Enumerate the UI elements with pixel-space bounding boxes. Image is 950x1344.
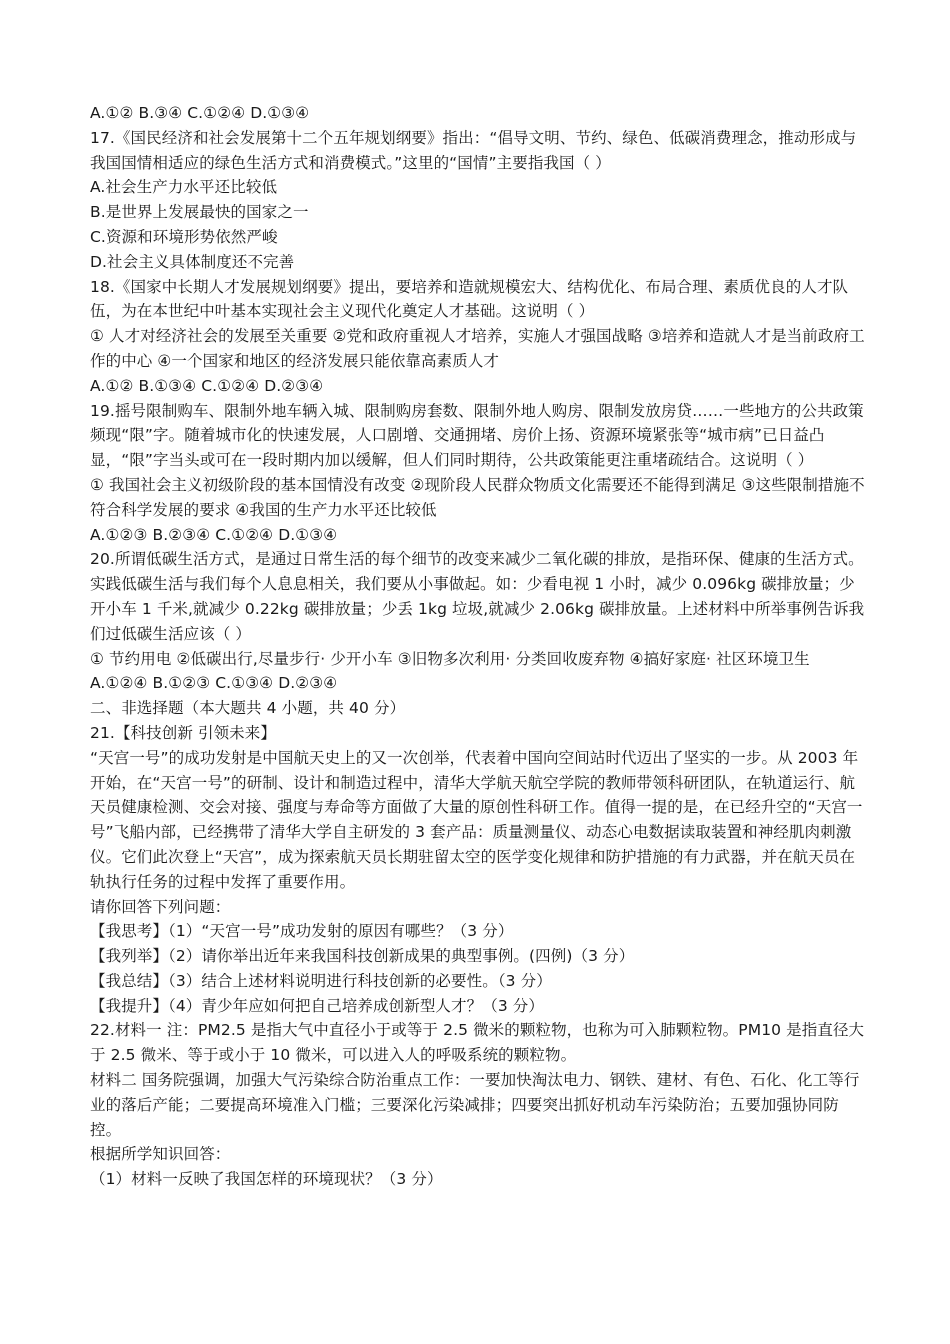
q18-options: A.①② B.①③④ C.①②④ D.②③④ (90, 376, 324, 395)
q21-sub4: 【我提升】（4）青少年应如何把自己培养成创新型人才？（3 分） (90, 996, 545, 1015)
q17-option-d: D.社会主义具体制度还不完善 (90, 252, 295, 271)
q17-option-c: C.资源和环境形势依然严峻 (90, 227, 278, 246)
q19-options: A.①②③ B.②③④ C.①②④ D.①③④ (90, 525, 338, 544)
q17-option-a: A.社会生产力水平还比较低 (90, 178, 278, 197)
document-page (90, 101, 866, 1192)
section-heading: 二、非选择题（本大题共 4 小题，共 40 分） (90, 699, 406, 718)
q22-sub1: （1）材料一反映了我国怎样的环境现状？（3 分） (90, 1170, 443, 1189)
q22-material-2: 材料二 国务院强调，加强大气污染综合防治重点工作：一要加快淘汰电力、钢铁、建材、有色、石化、化工等行业的落后产能；二要提高环境准入门槛；三要深化污染减排；四要突出抓好机动车污染防治；五要加强协同防控。 (90, 1071, 860, 1139)
q21-prompt: 请你回答下列问题： (90, 897, 231, 916)
q18-statements: ① 人才对经济社会的发展至关重要 ②党和政府重视人才培养，实施人才强国战略 ③培养和造就人才是当前政府工作的中心 ④一个国家和地区的经济发展只能依靠高素质人才 (90, 327, 865, 370)
q20-options: A.①②④ B.①②③ C.①③④ D.②③④ (90, 674, 338, 693)
q19-stem: 19.摇号限制购车、限制外地车辆入城、限制购房套数、限制外地人购房、限制发放房贷……一些地方的公共政策频现“限”字。随着城市化的快速发展，人口剧增、交通拥堵、房价上扬、资源环境紧张等“城市病”已日益凸显，“限”字当头或可在一段时期内加以缓解，但人们同时期待，公共政策能更注重堵疏结合。这说明（ ） (90, 401, 864, 470)
q21-sub3: 【我总结】（3）结合上述材料说明进行科技创新的必要性。（3 分） (90, 971, 552, 990)
q21-sub1: 【我思考】（1）“天宫一号”成功发射的原因有哪些？（3 分） (90, 922, 514, 941)
q16-options: A.①② B.③④ C.①②④ D.①③④ (90, 104, 310, 122)
q21-title: 21.【科技创新 引领未来】 (90, 723, 276, 742)
q21-material: “天宫一号”的成功发射是中国航天史上的又一次创举，代表着中国向空间站时代迈出了坚实的一步。从 2003 年开始，在“天宫一号”的研制、设计和制造过程中，清华大学航天航空学院的教师带领科研团队，在轨道运行、航天员健康检测、交会对接、强度与寿命等方面做了大量的原创性科研工作。值得一提的是，在已经升空的“天宫一号”飞船内部，已经携带了清华大学自主研发的 3 套产品：质量测量仪、动态心电数据读取装置和神经肌肉刺激仪。它们此次登上“天宫”，成为探索航天员长期驻留太空的医学变化规律和防护措施的有力武器，并在航天员在轨执行任务的过程中发挥了重要作用。 (90, 748, 863, 891)
q19-statements: ① 我国社会主义初级阶段的基本国情没有改变 ②现阶段人民群众物质文化需要还不能得到满足 ③这些限制措施不符合科学发展的要求 ④我国的生产力水平还比较低 (90, 475, 865, 519)
q18-stem: 18.《国家中长期人才发展规划纲要》提出，要培养和造就规模宏大、结构优化、布局合理、素质优良的人才队伍，为在本世纪中叶基本实现社会主义现代化奠定人才基础。这说明（ ） (90, 277, 849, 321)
q22-material-1: 22.材料一 注：PM2.5 是指大气中直径小于或等于 2.5 微米的颗粒物，也称为可入肺颗粒物。PM10 是指直径大于 2.5 微米、等于或小于 10 微米，可以进入人的呼吸系统的颗粒物。 (90, 1021, 865, 1065)
q17-option-b: B.是世界上发展最快的国家之一 (90, 203, 309, 222)
q22-prompt: 根据所学知识回答： (90, 1145, 231, 1164)
q20-statements: ① 节约用电 ②低碳出行,尽量步行· 少开小车 ③旧物多次利用· 分类回收废弃物 ④搞好家庭· 社区环境卫生 (90, 649, 810, 668)
q20-stem: 20.所谓低碳生活方式，是通过日常生活的每个细节的改变来减少二氧化碳的排放，是指环保、健康的生活方式。实践低碳生活与我们每个人息息相关，我们要从小事做起。如：少看电视 1 小时，减少 0.096kg 碳排放量；少开小车 1 千米,就减少 0.22kg 碳排放量；少丢 1kg 垃圾,就减少 2.06kg 碳排放量。上述材料中所举事例告诉我们过低碳生活应该（ ） (90, 550, 865, 643)
q17-stem: 17.《国民经济和社会发展第十二个五年规划纲要》指出：“倡导文明、节约、绿色、低碳消费理念，推动形成与我国国情相适应的绿色生活方式和消费模式。”这里的“国情”主要指我国（ ） (90, 128, 857, 172)
q21-sub2: 【我列举】（2）请你举出近年来我国科技创新成果的典型事例。(四例)（3 分） (90, 947, 635, 966)
